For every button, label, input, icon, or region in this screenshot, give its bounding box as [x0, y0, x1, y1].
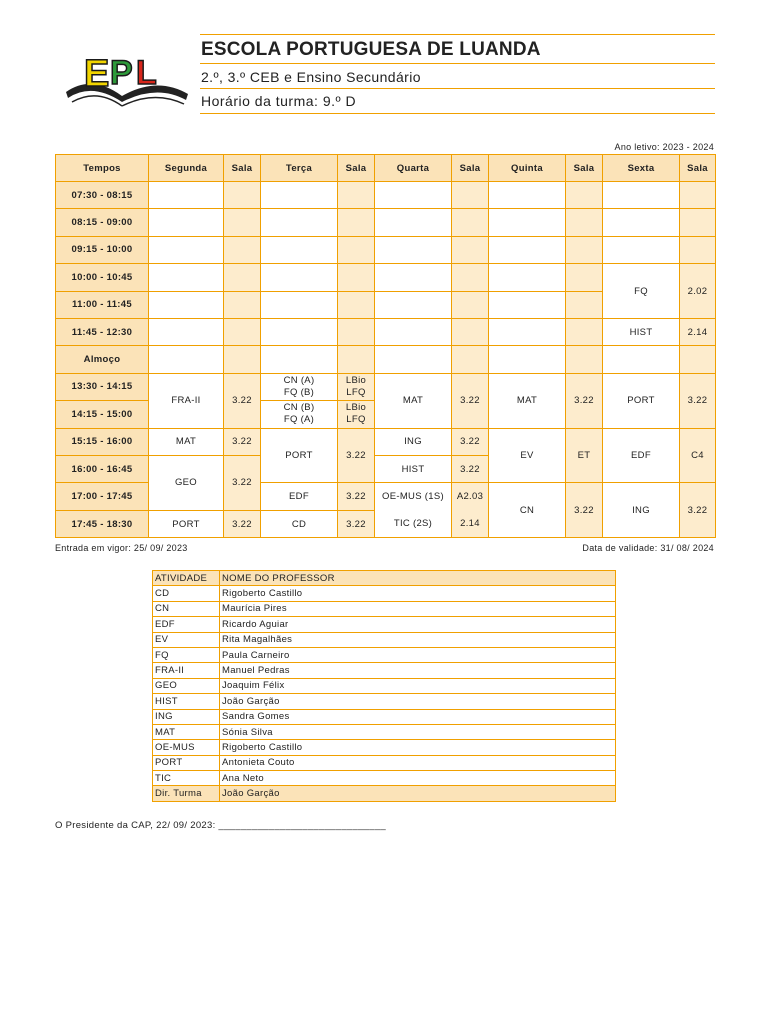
activity-cell: CD [153, 586, 220, 601]
class-cell: PORT [149, 510, 224, 538]
school-year: Ano letivo: 2023 - 2024 [614, 142, 714, 152]
empty-cell [680, 182, 716, 209]
empty-cell [489, 209, 566, 236]
teacher-name-cell: Rigoberto Castillo [220, 586, 616, 601]
empty-cell [452, 236, 489, 263]
activity-cell: GEO [153, 678, 220, 693]
activity-cell: FRA-II [153, 663, 220, 678]
teacher-name-cell: João Garção [220, 694, 616, 709]
room-label: LFQ [346, 414, 366, 426]
room-cell: 3.22 [680, 373, 716, 428]
room-cell: C4 [680, 428, 716, 483]
room-cell: 3.22 [452, 455, 489, 482]
teacher-row [153, 647, 616, 662]
col-header: Sala [452, 155, 489, 182]
class-cell: FQ [603, 264, 680, 319]
class-cell: FRA-II [149, 373, 224, 428]
teacher-row [153, 586, 616, 601]
col-header: Sala [224, 155, 261, 182]
empty-cell [261, 209, 338, 236]
teacher-row [153, 740, 616, 755]
schedule-row [56, 264, 716, 291]
empty-cell [375, 346, 452, 373]
lunch-slot: Almoço [56, 346, 149, 373]
activity-cell: ING [153, 709, 220, 724]
class-cell: CN [489, 483, 566, 538]
empty-cell [224, 264, 261, 291]
empty-cell [149, 318, 224, 345]
empty-cell [261, 346, 338, 373]
empty-cell [224, 209, 261, 236]
class-cell: GEO [149, 455, 224, 510]
time-slot: 08:15 - 09:00 [56, 209, 149, 236]
empty-cell [224, 291, 261, 318]
room-cell [452, 483, 489, 538]
time-slot: 16:00 - 16:45 [56, 455, 149, 482]
empty-cell [452, 182, 489, 209]
logo-letter-l: L [136, 54, 157, 92]
teacher-row [153, 724, 616, 739]
activity-cell: OE-MUS [153, 740, 220, 755]
class-cell [261, 401, 338, 428]
schedule-header-row [56, 155, 716, 182]
col-header: Tempos [56, 155, 149, 182]
class-cell: ING [603, 483, 680, 538]
class-label: CN (A) [283, 374, 315, 386]
class-cell: MAT [149, 428, 224, 455]
activity-cell: EDF [153, 617, 220, 632]
empty-cell [149, 236, 224, 263]
empty-cell [149, 209, 224, 236]
header-rule-2 [200, 88, 715, 89]
header-rule-1 [200, 63, 715, 64]
time-slot: 15:15 - 16:00 [56, 428, 149, 455]
activity-cell: PORT [153, 755, 220, 770]
class-cell: EDF [261, 483, 338, 511]
signature-line: O Presidente da CAP, 22/ 09/ 2023: ______________________________ [55, 820, 386, 831]
teacher-name-cell: Maurícia Pires [220, 601, 616, 616]
room-cell: 3.22 [338, 483, 375, 511]
empty-cell [261, 318, 338, 345]
room-cell: 3.22 [224, 510, 261, 538]
room-cell [338, 401, 375, 428]
empty-cell [452, 264, 489, 291]
col-header: Quinta [489, 155, 566, 182]
school-name: ESCOLA PORTUGUESA DE LUANDA [201, 39, 541, 60]
empty-cell [489, 182, 566, 209]
empty-cell [261, 291, 338, 318]
teacher-name-cell: Sandra Gomes [220, 709, 616, 724]
time-slot: 10:00 - 10:45 [56, 264, 149, 291]
class-cell [261, 373, 338, 400]
effective-date: Entrada em vigor: 25/ 09/ 2023 [55, 543, 188, 553]
empty-cell [224, 346, 261, 373]
room-label: LBio [345, 374, 367, 386]
room-label: LFQ [346, 386, 366, 398]
col-header: Sala [566, 155, 603, 182]
time-slot: 14:15 - 15:00 [56, 401, 149, 428]
validity-date: Data de validade: 31/ 08/ 2024 [582, 543, 714, 553]
teacher-row [153, 617, 616, 632]
empty-cell [338, 318, 375, 345]
teacher-row [153, 755, 616, 770]
schedule-row [56, 428, 716, 455]
teacher-name-cell: Antonieta Couto [220, 755, 616, 770]
teachers-table [152, 570, 616, 802]
class-cell: EV [489, 428, 566, 483]
teachers-header-row [153, 571, 616, 586]
schedule-row [56, 182, 716, 209]
room-cell: 3.22 [338, 428, 375, 483]
teacher-row [153, 663, 616, 678]
time-slot: 11:45 - 12:30 [56, 318, 149, 345]
empty-cell [375, 182, 452, 209]
activity-cell: HIST [153, 694, 220, 709]
header-rule-3 [200, 113, 715, 114]
empty-cell [375, 264, 452, 291]
empty-cell [566, 236, 603, 263]
empty-cell [261, 236, 338, 263]
empty-cell [338, 346, 375, 373]
class-label: Horário da turma: 9.º D [201, 93, 357, 109]
logo-letter-e: E [84, 53, 110, 95]
col-header: Sala [338, 155, 375, 182]
schedule-row [56, 373, 716, 400]
empty-cell [603, 236, 680, 263]
schedule-row [56, 236, 716, 263]
teacher-name-cell: Sónia Silva [220, 724, 616, 739]
col-header: Quarta [375, 155, 452, 182]
time-slot: 17:00 - 17:45 [56, 483, 149, 511]
empty-cell [566, 264, 603, 291]
teacher-name-cell: Rigoberto Castillo [220, 740, 616, 755]
room-cell [338, 373, 375, 400]
empty-cell [489, 291, 566, 318]
col-header: Segunda [149, 155, 224, 182]
empty-cell [489, 318, 566, 345]
time-slot: 11:00 - 11:45 [56, 291, 149, 318]
empty-cell [375, 236, 452, 263]
teacher-row [153, 694, 616, 709]
class-cell: CD [261, 510, 338, 538]
teacher-row [153, 632, 616, 647]
room-label: LBio [345, 402, 367, 414]
empty-cell [149, 346, 224, 373]
empty-cell [261, 182, 338, 209]
teachers-col-header: ATIVIDADE [153, 571, 220, 586]
class-label: OE-MUS (1S) [382, 491, 444, 503]
empty-cell [375, 209, 452, 236]
empty-cell [224, 318, 261, 345]
teacher-name-cell: Ricardo Aguiar [220, 617, 616, 632]
room-cell: 3.22 [224, 373, 261, 428]
room-cell: 3.22 [566, 373, 603, 428]
room-cell: 3.22 [566, 483, 603, 538]
col-header: Sexta [603, 155, 680, 182]
class-cell: HIST [375, 455, 452, 482]
empty-cell [452, 209, 489, 236]
room-cell: 3.22 [224, 428, 261, 455]
teacher-row [153, 709, 616, 724]
empty-cell [489, 346, 566, 373]
empty-cell [603, 182, 680, 209]
room-cell: 3.22 [680, 483, 716, 538]
empty-cell [261, 264, 338, 291]
class-label: FQ (B) [283, 386, 315, 398]
schedule-row [56, 318, 716, 345]
teacher-row [153, 771, 616, 786]
empty-cell [566, 318, 603, 345]
teacher-name-cell: Manuel Pedras [220, 663, 616, 678]
class-cell: ING [375, 428, 452, 455]
class-label: FQ (A) [283, 414, 315, 426]
teacher-row [153, 786, 616, 801]
teachers-col-header: NOME DO PROFESSOR [220, 571, 616, 586]
empty-cell [149, 291, 224, 318]
teacher-row [153, 678, 616, 693]
activity-cell: EV [153, 632, 220, 647]
room-cell: 3.22 [452, 428, 489, 455]
activity-cell: CN [153, 601, 220, 616]
class-label: TIC (2S) [393, 518, 433, 530]
schedule-row [56, 346, 716, 373]
empty-cell [489, 264, 566, 291]
empty-cell [452, 346, 489, 373]
room-cell: 3.22 [224, 455, 261, 510]
empty-cell [489, 236, 566, 263]
room-cell: ET [566, 428, 603, 483]
empty-cell [680, 209, 716, 236]
logo-letter-p: P [110, 54, 133, 92]
school-subtitle: 2.º, 3.º CEB e Ensino Secundário [201, 69, 421, 85]
class-cell: MAT [489, 373, 566, 428]
class-label: CN (B) [283, 402, 315, 414]
empty-cell [375, 291, 452, 318]
teacher-name-cell: João Garção [220, 786, 616, 801]
empty-cell [680, 236, 716, 263]
room-label: A2.03 [456, 491, 484, 503]
empty-cell [149, 182, 224, 209]
room-cell: 3.22 [452, 373, 489, 428]
empty-cell [452, 291, 489, 318]
time-slot: 09:15 - 10:00 [56, 236, 149, 263]
schedule-row [56, 209, 716, 236]
empty-cell [338, 182, 375, 209]
empty-cell [680, 346, 716, 373]
empty-cell [338, 209, 375, 236]
teacher-name-cell: Joaquim Félix [220, 678, 616, 693]
teacher-row [153, 601, 616, 616]
header-rule-top [200, 34, 715, 35]
class-cell: MAT [375, 373, 452, 428]
teacher-name-cell: Paula Carneiro [220, 647, 616, 662]
room-cell: 2.02 [680, 264, 716, 319]
teacher-name-cell: Rita Magalhães [220, 632, 616, 647]
teacher-name-cell: Ana Neto [220, 771, 616, 786]
empty-cell [338, 291, 375, 318]
room-cell: 2.14 [680, 318, 716, 345]
time-slot: 13:30 - 14:15 [56, 373, 149, 400]
room-cell: 3.22 [338, 510, 375, 538]
empty-cell [566, 209, 603, 236]
empty-cell [149, 264, 224, 291]
empty-cell [224, 236, 261, 263]
activity-cell: Dir. Turma [153, 786, 220, 801]
class-cell: HIST [603, 318, 680, 345]
col-header: Terça [261, 155, 338, 182]
empty-cell [375, 318, 452, 345]
time-slot: 17:45 - 18:30 [56, 510, 149, 538]
empty-cell [338, 264, 375, 291]
empty-cell [566, 291, 603, 318]
empty-cell [603, 209, 680, 236]
class-cell [375, 483, 452, 538]
school-logo [62, 44, 192, 114]
room-label: 2.14 [460, 518, 480, 530]
empty-cell [452, 318, 489, 345]
col-header: Sala [680, 155, 716, 182]
class-cell: PORT [603, 373, 680, 428]
empty-cell [338, 236, 375, 263]
schedule-table [55, 154, 716, 538]
empty-cell [224, 182, 261, 209]
class-cell: EDF [603, 428, 680, 483]
activity-cell: FQ [153, 647, 220, 662]
empty-cell [603, 346, 680, 373]
empty-cell [566, 182, 603, 209]
time-slot: 07:30 - 08:15 [56, 182, 149, 209]
empty-cell [566, 346, 603, 373]
activity-cell: MAT [153, 724, 220, 739]
activity-cell: TIC [153, 771, 220, 786]
class-cell: PORT [261, 428, 338, 483]
